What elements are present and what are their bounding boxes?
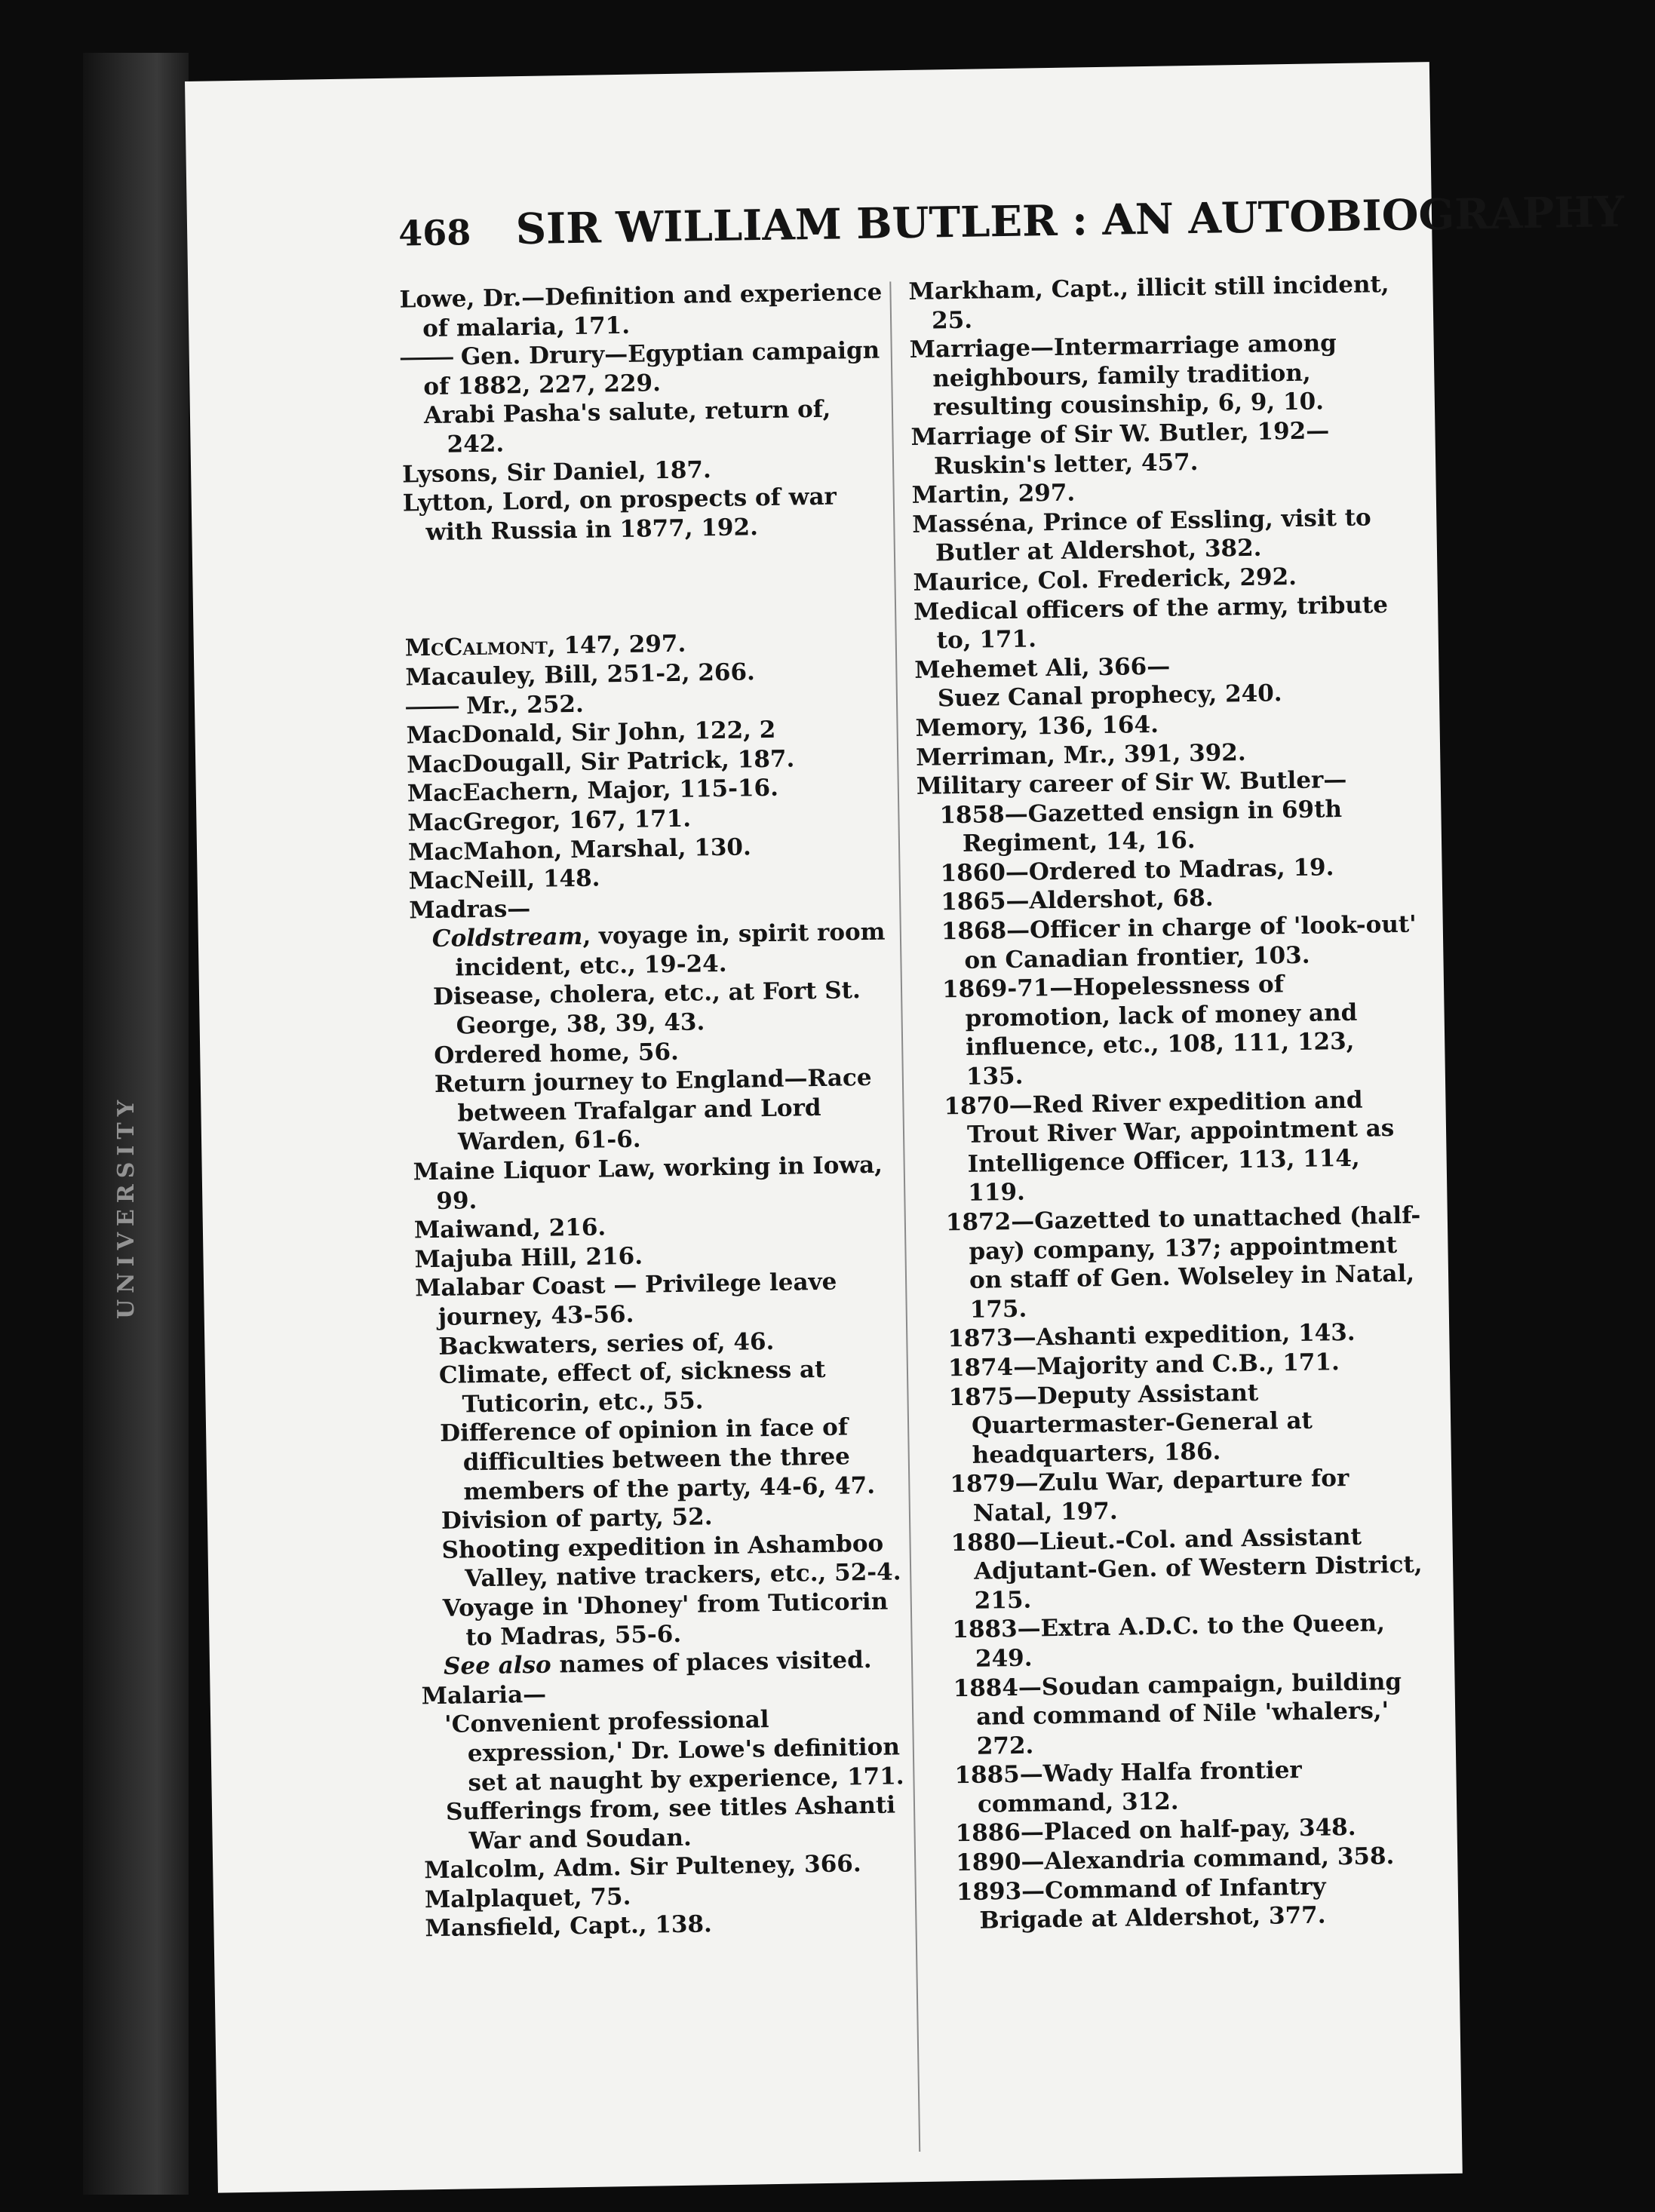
section-gap <box>404 540 888 634</box>
entry-text: Climate, effect of, sickness at Tuticorin, etc., 55. <box>438 1356 826 1419</box>
entry-text: Lowe, Dr.—Definition and experience of malaria, 171. <box>399 278 883 342</box>
entry-text: Suez Canal prophecy, 240. <box>937 680 1282 713</box>
entry-text: 1879—Zulu War, departure for Natal, 197. <box>950 1465 1349 1527</box>
entry-text: 1858—Gazetted ensign in 69th Regiment, 14, 16. <box>939 795 1343 858</box>
entry-text: MacDonald, Sir John, 122, 2 <box>406 716 776 750</box>
index-column-right <box>908 270 1432 1937</box>
entry-text: , 147, 297. <box>547 630 686 660</box>
entry-text: Memory, 136, 164. <box>915 710 1159 742</box>
entry-text: Backwaters, series of, 46. <box>438 1327 775 1361</box>
entry-text: MacDougall, Sir Patrick, 187. <box>406 745 795 779</box>
index-subentry <box>941 968 1419 1092</box>
index-subentry <box>948 1376 1425 1470</box>
index-column-left <box>399 278 907 1944</box>
index-subentry <box>945 1201 1423 1324</box>
entry-text: Gen. Drury—Egyptian campaign of 1882, 227, 229. <box>423 336 880 400</box>
index-entry <box>413 1150 896 1216</box>
entry-text: 1885—Wady Halfa frontier command, 312. <box>954 1756 1303 1818</box>
entry-text: Mansfield, Capt., 138. <box>425 1910 713 1943</box>
index-entry <box>425 1907 908 1944</box>
entry-text: 1872—Gazetted to unattached (half-pay) company, 137; appointment on staff of Gen. Wolseley in Natal, 175. <box>945 1201 1421 1324</box>
entry-text: 1893—Command of Infantry Brigade at Aldershot, 377. <box>956 1873 1326 1935</box>
entry-text: Marriage of Sir W. Butler, 192— <box>910 417 1330 451</box>
entry-text: Majuba Hill, 216. <box>414 1242 643 1274</box>
index-subentry <box>950 1521 1427 1615</box>
entry-text: Lytton, Lord, on prospects of war with Russia in 1877, 192. <box>402 483 837 546</box>
entry-text: 1865—Aldershot, 68. <box>940 885 1214 916</box>
index-subentry <box>442 1587 904 1652</box>
index-subentry <box>445 1790 907 1855</box>
index-subentry <box>438 1355 900 1419</box>
entry-text: Disease, cholera, etc., at Fort St. George, 38, 39, 43. <box>432 977 861 1040</box>
index-subentry <box>434 1063 896 1158</box>
entry-text: Sufferings from, see titles Ashanti War and Soudan. <box>445 1791 896 1855</box>
entry-text: Mehemet Ali, 366— <box>914 652 1171 684</box>
entry-text: Masséna, Prince of Essling, visit to Butler at Aldershot, 382. <box>912 504 1371 567</box>
entry-text: Macauley, Bill, 251-2, 266. <box>405 658 756 692</box>
entry-text: 1873—Ashanti expedition, 143. <box>947 1319 1356 1353</box>
index-subentry <box>431 918 893 983</box>
index-subentry <box>939 793 1415 859</box>
book-page <box>185 62 1625 2193</box>
entry-text: Maiwand, 216. <box>413 1213 606 1244</box>
entry-text: Malaria— <box>421 1680 547 1710</box>
entry-text: Malcolm, Adm. Sir Pulteney, 366. <box>424 1850 861 1885</box>
entry-text: Maurice, Col. Frederick, 292. <box>913 563 1297 597</box>
entry-text: Marriage—Intermarriage among neighbours, family tradition, resulting cousinship, 6, 9, 10. <box>909 330 1337 422</box>
entry-heading: McCalmont <box>404 632 548 662</box>
running-title: SIR WILLIAM BUTLER : AN AUTOBIOGRAPHY <box>515 187 1625 255</box>
ditto-dash <box>401 357 453 360</box>
entry-text: , voyage in, spirit room incident, etc., 19-24. <box>455 918 886 982</box>
entry-text: 1860—Ordered to Madras, 19. <box>940 854 1334 888</box>
entry-text: Martin, 297. <box>911 479 1076 510</box>
index-subentry <box>944 1085 1420 1208</box>
entry-text: Ruskin's letter, 457. <box>933 448 1199 480</box>
index-subentry <box>956 1870 1432 1936</box>
entry-text: Arabi Pasha's salute, return of, 242. <box>423 395 831 459</box>
index-entry <box>912 502 1411 568</box>
entry-text: MacEachern, Major, 115-16. <box>407 775 779 808</box>
entry-text: 1884—Soudan campaign, building and command of Nile 'whalers,' 272. <box>953 1667 1402 1760</box>
entry-text: Shooting expedition in Ashamboo Valley, native trackers, etc., 52-4. <box>441 1529 901 1593</box>
entry-text: Malplaquet, 75. <box>424 1882 631 1914</box>
index-entry <box>913 590 1412 655</box>
index-subentry <box>952 1609 1428 1674</box>
index-entry <box>422 336 883 402</box>
entry-text: Voyage in 'Dhoney' from Tuticorin to Madras, 55-6. <box>442 1588 889 1651</box>
page-number: 468 <box>398 212 471 254</box>
index-subentry <box>954 1754 1430 1820</box>
entry-text: Madras— <box>409 894 531 925</box>
entry-text: 'Convenient professional expression,' Dr. Lowe's definition set at naught by experience, 171. <box>444 1706 904 1796</box>
spine-label: UNIVERSITY <box>113 1094 140 1320</box>
index-subentry <box>953 1667 1429 1761</box>
entry-text: Ordered home, 56. <box>434 1038 680 1069</box>
index-subentry <box>439 1413 901 1507</box>
entry-text: 1869-71—Hopelessness of promotion, lack of money and influence, etc., 108, 111, 123, 135. <box>941 971 1358 1091</box>
entry-text: Return journey to England—Race between Trafalgar and Lord Warden, 61-6. <box>434 1064 872 1156</box>
index-subentry <box>441 1529 902 1594</box>
index-subentry <box>950 1463 1426 1529</box>
index-subentry <box>444 1704 906 1798</box>
entry-text: MacMahon, Marshal, 130. <box>407 833 752 866</box>
entry-text: 1883—Extra A.D.C. to the Queen, 249. <box>952 1609 1386 1673</box>
entry-text: names of places visited. <box>551 1646 872 1679</box>
entry-text: MacNeill, 148. <box>408 864 600 895</box>
entry-text: 1886—Placed on half-pay, 348. <box>955 1814 1356 1848</box>
index-subentry <box>941 910 1417 976</box>
entry-text: 1875—Deputy Assistant Quartermaster-General at headquarters, 186. <box>948 1379 1313 1469</box>
entry-text: Maine Liquor Law, working in Iowa, 99. <box>413 1151 883 1215</box>
entry-text: 1874—Majority and C.B., 171. <box>947 1348 1340 1382</box>
entry-text: MacGregor, 167, 171. <box>407 805 692 837</box>
index-entry <box>908 270 1407 336</box>
entry-text: Mr., 252. <box>465 690 584 719</box>
index-subentry <box>432 976 894 1041</box>
entry-text: Lysons, Sir Daniel, 187. <box>401 456 712 489</box>
entry-text: Malabar Coast — Privilege leave journey, 43-56. <box>414 1269 837 1331</box>
index-subentry <box>423 394 885 459</box>
index-entry <box>909 328 1408 423</box>
index-entry <box>414 1267 898 1333</box>
entry-text: 1880—Lieut.-Col. and Assistant Adjutant-Gen. of Western District, 215. <box>950 1523 1423 1615</box>
entry-text: Medical officers of the army, tribute to, 171. <box>913 591 1389 655</box>
entry-italic: Coldstream <box>431 923 583 953</box>
page-header <box>398 187 1625 256</box>
entry-text: 1868—Officer in charge of 'look-out' on Canadian frontier, 103. <box>941 910 1417 974</box>
entry-text: Military career of Sir W. Butler— <box>916 766 1347 800</box>
index-entry <box>399 278 883 344</box>
index-entry <box>402 482 886 548</box>
entry-italic: See also <box>443 1651 551 1680</box>
ditto-dash <box>406 706 459 709</box>
entry-text: Division of party, 52. <box>441 1503 713 1536</box>
entry-text: Merriman, Mr., 391, 392. <box>915 738 1246 772</box>
entry-text: Markham, Capt., illicit still incident, 25. <box>908 270 1389 335</box>
entry-text: 1890—Alexandria command, 358. <box>955 1842 1395 1877</box>
entry-text: 1870—Red River expedition and Trout River War, appointment as Intelligence Officer, 113, 114, 119. <box>944 1086 1395 1207</box>
entry-text: Difference of opinion in face of difficulties between the three members of the party, 44-6, 47. <box>439 1413 876 1505</box>
